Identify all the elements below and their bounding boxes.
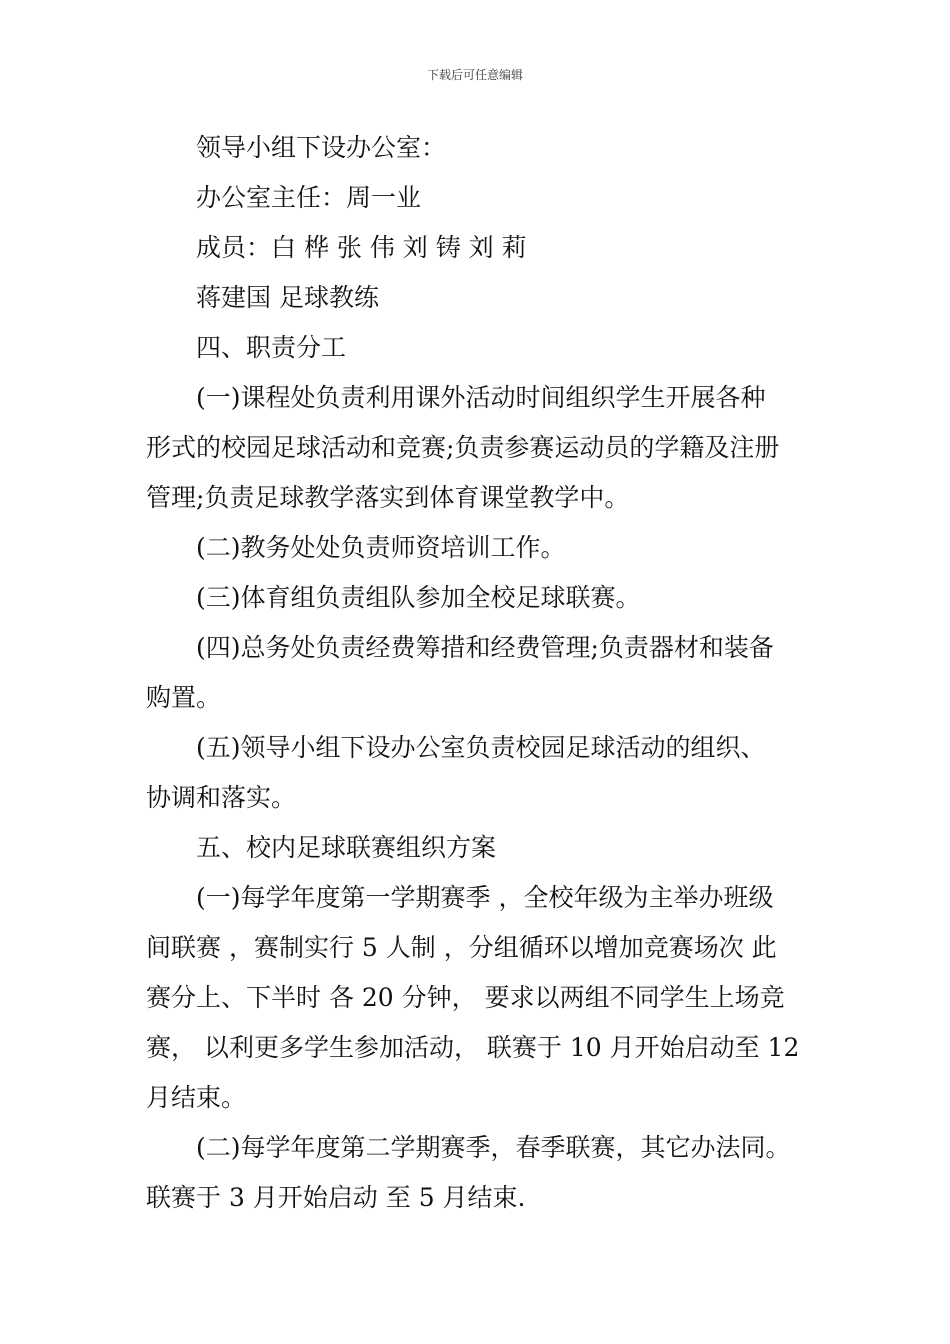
- paragraph-line: 赛分上、下半时 各 20 分钟， 要求以两组不同学生上场竞: [146, 983, 785, 1012]
- paragraph-line: (五)领导小组下设办公室负责校园足球活动的组织、: [196, 733, 766, 762]
- paragraph-line: (四)总务处负责经费筹措和经费管理;负责器材和装备: [196, 633, 774, 662]
- paragraph-line: 月结束。: [146, 1083, 247, 1112]
- section-heading: 四、职责分工: [196, 333, 347, 362]
- paragraph-line: 赛， 以利更多学生参加活动， 联赛于 10 月开始启动至 12: [146, 1033, 800, 1062]
- paragraph-line: 联赛于 3 月开始启动 至 5 月结束.: [146, 1183, 526, 1212]
- paragraph-line: (二)每学年度第二学期赛季，春季联赛，其它办法同。: [196, 1133, 791, 1162]
- paragraph-line: 购置。: [146, 683, 222, 712]
- section-heading: 五、校内足球联赛组织方案: [196, 833, 497, 862]
- page-header: 下载后可任意编辑: [426, 68, 523, 82]
- paragraph-line: 管理;负责足球教学落实到体育课堂教学中。: [146, 483, 630, 512]
- paragraph-line: 办公室主任：周一业: [196, 183, 422, 212]
- paragraph-line: (二)教务处处负责师资培训工作。: [196, 533, 566, 562]
- paragraph-line: 蒋建国 足球教练: [196, 283, 379, 312]
- paragraph-line: (三)体育组负责组队参加全校足球联赛。: [196, 583, 641, 612]
- paragraph-line: 间联赛 ，赛制实行 5 人制 ，分组循环以增加竞赛场次 此: [146, 933, 777, 962]
- paragraph-line: (一)课程处负责利用课外活动时间组织学生开展各种: [196, 383, 766, 412]
- paragraph-line: (一)每学年度第一学期赛季 ，全校年级为主举办班级: [196, 883, 774, 912]
- paragraph-line: 形式的校园足球活动和竞赛;负责参赛运动员的学籍及注册: [146, 433, 780, 462]
- paragraph-line: 成员：白 桦 张 伟 刘 铸 刘 莉: [196, 233, 527, 262]
- paragraph-line: 协调和落实。: [146, 783, 297, 812]
- paragraph-line: 领导小组下设办公室：: [196, 133, 447, 162]
